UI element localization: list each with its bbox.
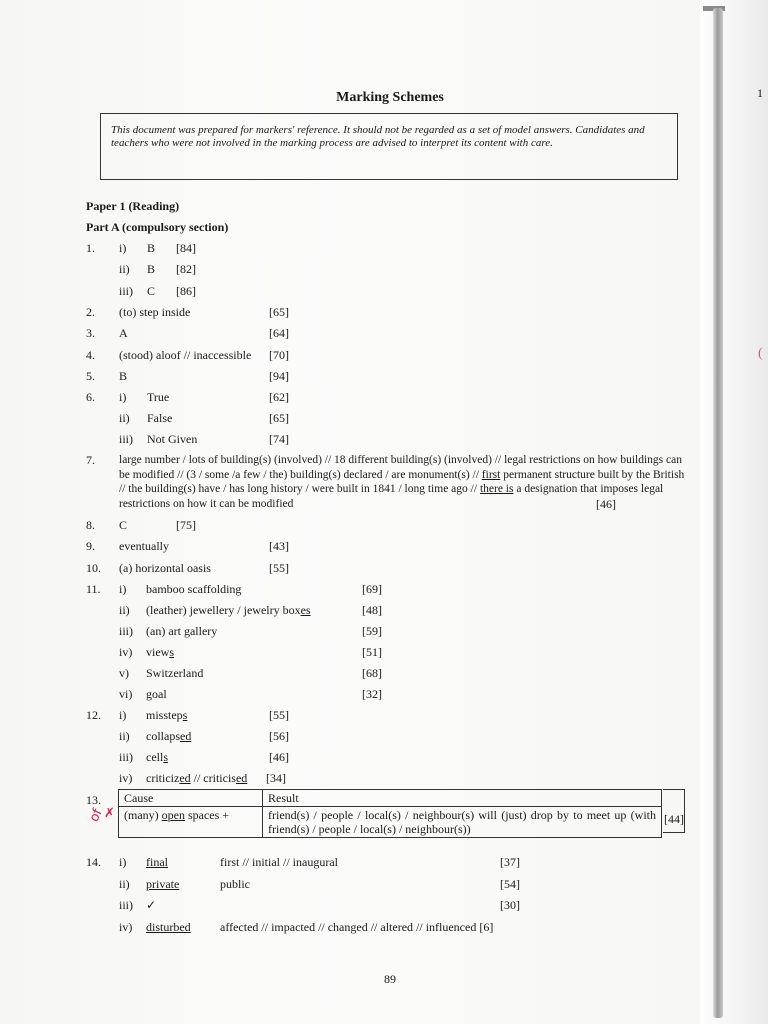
underlined-word: disturbed [146, 920, 191, 934]
sub-label: vi) [119, 687, 133, 701]
mark: [46] [269, 750, 289, 764]
cause-text: spaces + [184, 808, 230, 822]
mark: [75] [176, 518, 196, 532]
table-header-result: Result [263, 790, 662, 807]
answer: public [220, 877, 250, 891]
sub-label: i) [119, 582, 127, 596]
sub-label: iii) [119, 624, 133, 638]
mark: [69] [362, 582, 382, 596]
answer: goal [146, 687, 167, 701]
answer: first // initial // inaugural [220, 855, 338, 869]
sub-label: v) [119, 666, 129, 680]
mark: [37] [500, 855, 520, 869]
underlined-word: first [481, 468, 501, 481]
page-title: Marking Schemes [336, 90, 444, 105]
mark: [70] [269, 348, 289, 362]
answer-text: large number / lots of building(s) (involved) // 18 different building(s) (involved) // legal restrictions on how buildings can be modified // (3 / some /a few / the) building(s) declared / are monument(s) // [119, 454, 682, 481]
underlined-suffix: s [182, 708, 188, 722]
mark: [82] [176, 262, 196, 276]
answer-text: // criticis [190, 771, 236, 785]
handwritten-annotation: of [86, 806, 106, 825]
mark: [65] [269, 305, 289, 319]
question-number: 10. [86, 561, 101, 575]
answer: (to) step inside [119, 305, 191, 319]
handwritten-x-mark: ✗ [104, 806, 115, 821]
answer [146, 645, 174, 659]
mark: [65] [269, 411, 289, 425]
page-edge [700, 0, 768, 1024]
notice-text: This document was prepared for markers' reference. It should not be regarded as a set of model answers. Candidates and teachers who were not involved in the marking process are advised to interpret its content with care. [111, 124, 645, 149]
answer: (a) horizontal oasis [119, 561, 211, 575]
question-number: 2. [86, 305, 95, 319]
answer-text: view [146, 645, 170, 659]
answer [146, 708, 187, 722]
answer: (stood) aloof // inaccessible [119, 348, 252, 362]
mark: [55] [269, 561, 289, 575]
sub-label: iv) [119, 645, 133, 659]
underlined-suffix: ed [180, 729, 192, 743]
answer-text: (leather) jewellery / jewelry box [146, 603, 301, 617]
underlined-suffix: ed [235, 771, 248, 785]
question-number: 8. [86, 518, 95, 532]
answer [146, 750, 168, 764]
question-number: 9. [86, 539, 95, 553]
mark: [94] [269, 369, 289, 383]
answer: B [119, 369, 128, 383]
page-number: 89 [384, 972, 396, 986]
question-number: 3. [86, 326, 95, 340]
answer [146, 771, 247, 785]
answer-text: cell [146, 750, 164, 764]
answer: False [147, 411, 173, 425]
mark: [68] [362, 666, 382, 680]
answer: bamboo scaffolding [146, 582, 242, 596]
mark: [44] [663, 789, 685, 833]
question-number: 12. [86, 708, 101, 722]
question-number: 4. [86, 348, 95, 362]
sub-label: ii) [119, 877, 130, 891]
answer: True [147, 390, 170, 404]
sub-label: iv) [119, 920, 133, 934]
sub-label: i) [119, 241, 127, 255]
cause-result-table [118, 789, 662, 838]
underlined-word: private [146, 877, 180, 891]
sub-label: ii) [119, 729, 130, 743]
mark: [51] [362, 645, 382, 659]
cause-cell [119, 807, 263, 838]
sub-label: i) [119, 708, 127, 722]
mark: [62] [269, 390, 289, 404]
answer-text: collaps [146, 729, 180, 743]
underlined-word: open [161, 808, 185, 822]
question-number: 6. [86, 390, 95, 404]
sub-label: ii) [119, 411, 130, 425]
answer-text: criticiz [146, 771, 180, 785]
check-icon: ✓ [146, 898, 157, 912]
mark: [64] [269, 326, 289, 340]
underlined-suffix: es [300, 603, 311, 617]
part-heading: Part A (compulsory section) [86, 220, 229, 234]
answer: Not Given [147, 432, 198, 446]
question-number: 11. [86, 582, 101, 596]
cause-text: (many) [124, 808, 162, 822]
mark: [32] [362, 687, 382, 701]
mark: [55] [269, 708, 289, 722]
answer: (an) art gallery [146, 624, 218, 638]
binder-spine [713, 8, 723, 1018]
question-number: 14. [86, 855, 101, 869]
mark: [84] [176, 241, 196, 255]
mark: [46] [596, 497, 616, 511]
question-number: 5. [86, 369, 95, 383]
answer [220, 920, 493, 934]
sub-label: i) [119, 855, 127, 869]
pencil-mark: ( [758, 346, 763, 361]
mark: [56] [269, 729, 289, 743]
answer: B [147, 241, 156, 255]
mark: [54] [500, 877, 520, 891]
answer-text: misstep [146, 708, 183, 722]
sub-label: iv) [119, 771, 133, 785]
paper-heading: Paper 1 (Reading) [86, 199, 180, 213]
answer-text: permanent structure built by the British // the building(s) have / has long history / were built in 1841 / long time ago // [119, 468, 685, 495]
sub-label: iii) [119, 898, 133, 912]
question-number: 1. [86, 241, 95, 255]
answer: B [147, 262, 156, 276]
mark: [43] [269, 539, 289, 553]
mark: [30] [500, 898, 520, 912]
answer [146, 603, 311, 617]
mark: [34] [266, 771, 286, 785]
answer: A [119, 326, 128, 340]
notice-box [100, 113, 678, 180]
question-number: 7. [86, 453, 95, 467]
answer [146, 729, 191, 743]
sub-label: ii) [119, 603, 130, 617]
question-number: 13. [86, 793, 101, 807]
sub-label: ii) [119, 262, 130, 276]
mark: [48] [362, 603, 382, 617]
answer: C [147, 284, 156, 298]
underlined-suffix: ed [179, 771, 191, 785]
mark: [59] [362, 624, 382, 638]
underlined-word: there is [479, 483, 514, 495]
answer: eventually [119, 539, 169, 553]
answer: Switzerland [146, 666, 204, 680]
sub-label: iii) [119, 284, 133, 298]
underlined-suffix: s [169, 645, 174, 659]
answer-text: a designation that imposes legal restrictions on how it can be modified [119, 483, 664, 510]
underlined-suffix: s [163, 750, 168, 764]
side-page-number: 1 [757, 86, 763, 100]
answer-text: affected // impacted // changed // altered // influenced [220, 920, 477, 934]
result-cell: friend(s) / people / local(s) / neighbour(s) will (just) drop by to meet up (with friend(s) / people / local(s) / neighbour(s)) [263, 807, 662, 838]
sub-label: iii) [119, 750, 133, 764]
mark: [74] [269, 432, 289, 446]
sub-label: iii) [119, 432, 133, 446]
sub-label: i) [119, 390, 127, 404]
underlined-word: final [146, 855, 168, 869]
table-header-cause: Cause [119, 790, 263, 807]
mark: [86] [176, 284, 196, 298]
answer: C [119, 518, 128, 532]
mark: [6] [479, 920, 494, 934]
